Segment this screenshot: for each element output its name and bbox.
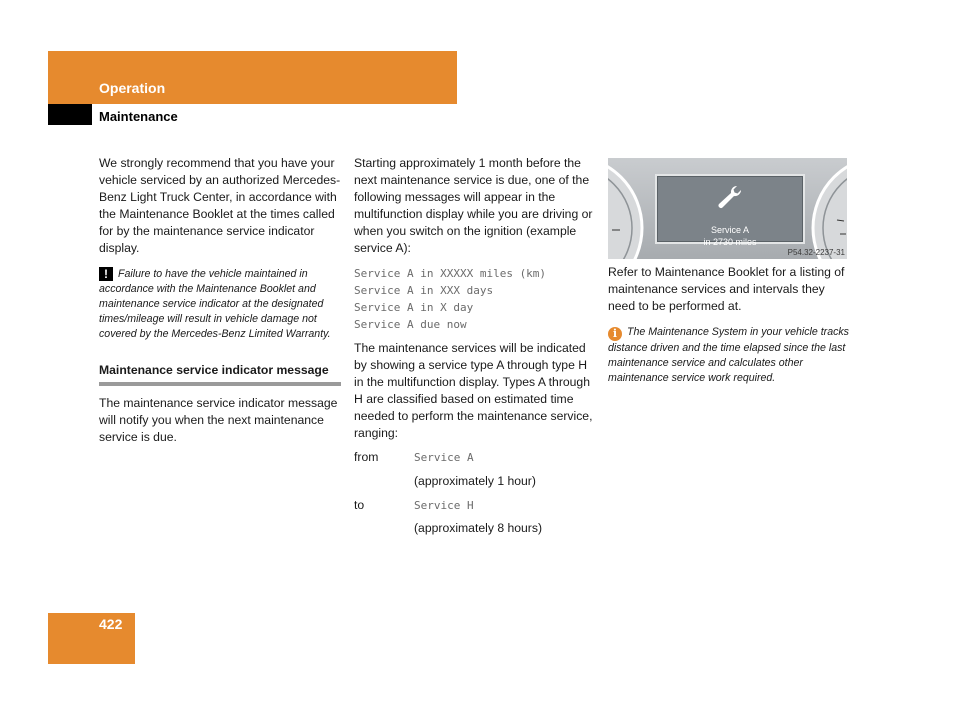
range-from-row — [354, 449, 596, 466]
range-from-time: (approximately 1 hour) — [414, 474, 536, 488]
figure-code: P54.32-2237-31 — [787, 248, 845, 257]
multifunction-display-figure — [608, 158, 847, 259]
service-range — [354, 449, 596, 537]
message-list — [354, 265, 596, 333]
display-screen — [655, 174, 805, 247]
range-to-row — [354, 497, 596, 514]
service-types-paragraph: The maintenance services will be indicated by showing a service type A through type H in the multifunction display. Types A through H are classified based on estimated time needed to perform the maintenance service, ranging: — [354, 341, 593, 440]
intro-paragraph: We strongly recommend that you have your vehicle serviced by an authorized Mercedes-Benz Light Truck Center, in accordance with the Maintenance Booklet at the times called for by the maintenance service indicator display. — [99, 156, 341, 255]
page-number: 422 — [99, 616, 123, 632]
range-to-time-row — [354, 520, 596, 537]
column-left — [99, 155, 341, 446]
info-note — [608, 325, 850, 386]
subsection-title: Maintenance — [99, 109, 178, 124]
range-from-time-row — [354, 473, 596, 490]
range-to-time: (approximately 8 hours) — [414, 521, 543, 535]
range-from-service: Service A — [414, 451, 474, 464]
range-to-service: Service H — [414, 499, 474, 512]
display-distance-line: in 2730 miles — [703, 237, 757, 247]
warning-text: Failure to have the vehicle maintained in accordance with the Maintenance Booklet and maintenance service indicator at the designated times/mileage will result in vehicle damage not covered by the Mercedes-Benz Limited Warranty. — [99, 268, 331, 340]
section-title: Operation — [99, 80, 166, 96]
subheading: Maintenance service indicator message — [99, 362, 341, 386]
message-item: Service A in X day — [354, 301, 474, 314]
header-bar — [48, 51, 457, 104]
column-right — [608, 264, 850, 386]
range-from-label: from — [354, 450, 379, 464]
message-item: Service A due now — [354, 318, 467, 331]
chapter-tab-marker — [48, 104, 92, 125]
column-middle — [354, 155, 596, 537]
info-icon: i — [608, 327, 622, 341]
display-service-line: Service A — [710, 225, 750, 235]
message-item: Service A in XXXXX miles (km) — [354, 267, 547, 280]
info-text: The Maintenance System in your vehicle tracks distance driven and the time elapsed since the last maintenance service and calculates other maintenance service work required. — [608, 326, 849, 384]
booklet-paragraph: Refer to Maintenance Booklet for a listing of maintenance services and intervals they need to be performed at. — [608, 265, 845, 313]
exclamation-icon: ! — [99, 267, 113, 281]
wrench-icon — [715, 184, 745, 210]
warning-note — [99, 267, 341, 342]
messages-intro: Starting approximately 1 month before the next maintenance service is due, one of the following messages will appear in the multifunction display while you are driving or when you switch on the ignition (example service A): — [354, 156, 593, 255]
subheading-paragraph: The maintenance service indicator message will notify you when the next maintenance service is due. — [99, 396, 338, 444]
range-to-label: to — [354, 498, 365, 512]
message-item: Service A in XXX days — [354, 284, 494, 297]
